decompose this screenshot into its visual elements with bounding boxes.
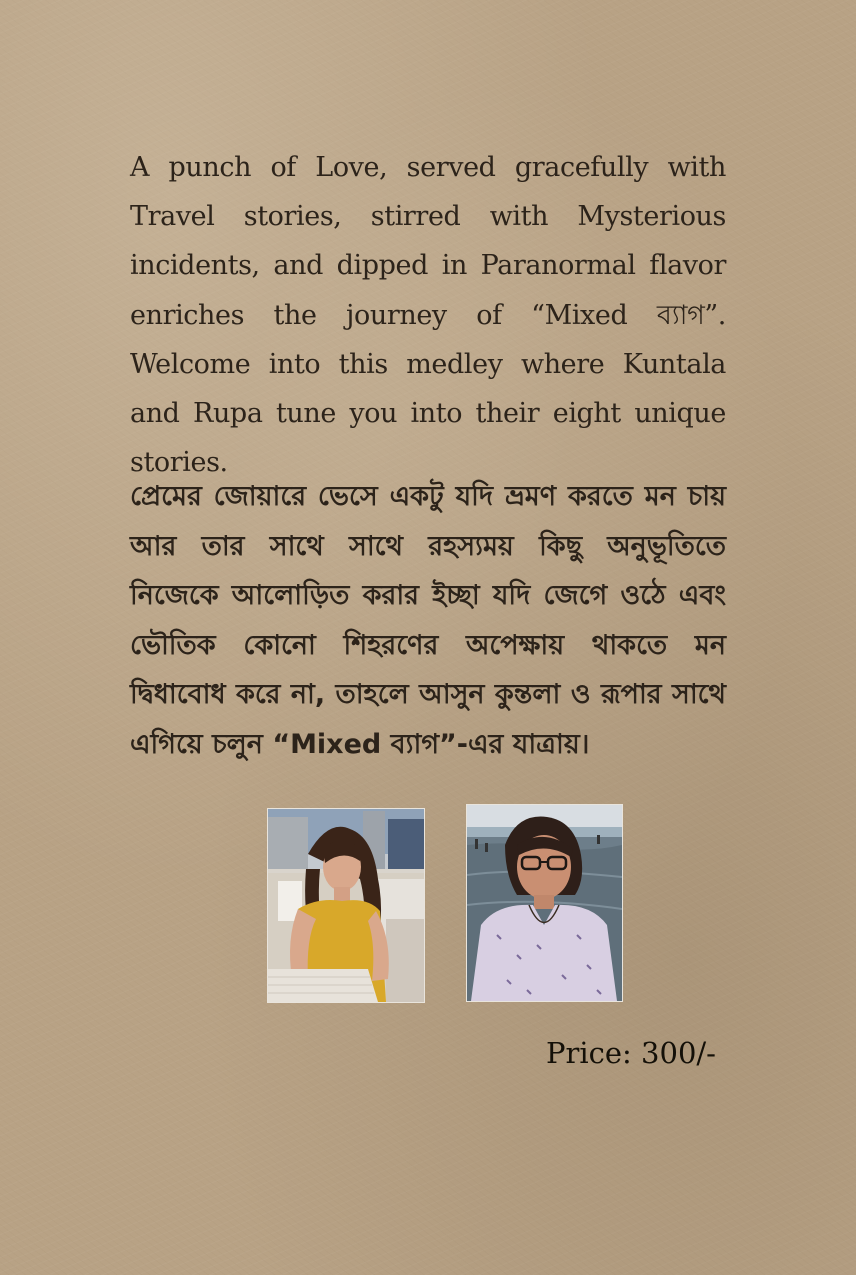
author-photo-right — [466, 804, 623, 1002]
price-label: Price: 300/- — [546, 1036, 716, 1070]
author-photo-left-image — [268, 809, 424, 1002]
author-photo-left — [267, 808, 425, 1003]
author-photo-right-image — [467, 805, 622, 1001]
english-blurb: A punch of Love, served gracefully with Travel stories, stirred with Mysterious incidents, and dipped in Paranormal flavor enriches the journey of “Mixed ব্যাগ”. Welcome into this medley where Kuntala and Rupa tune you into their eight unique stories. — [130, 152, 726, 479]
bengali-blurb: প্রেমের জোয়ারে ভেসে একটু যদি ভ্রমণ করতে মন চায় আর তার সাথে সাথে রহস্যময় কিছু অনুভূতিতে নিজেকে আলোড়িত করার ইচ্ছা যদি জেগে ওঠে এবং ভৌতিক কোনো শিহরণের অপেক্ষায় থাকতে মন দ্বিধাবোধ করে না, তাহলে আসুন কুন্তলা ও রূপার সাথে এগিয়ে চলুন “Mixed ব্যাগ”-এর যাত্রায়। — [130, 481, 726, 760]
